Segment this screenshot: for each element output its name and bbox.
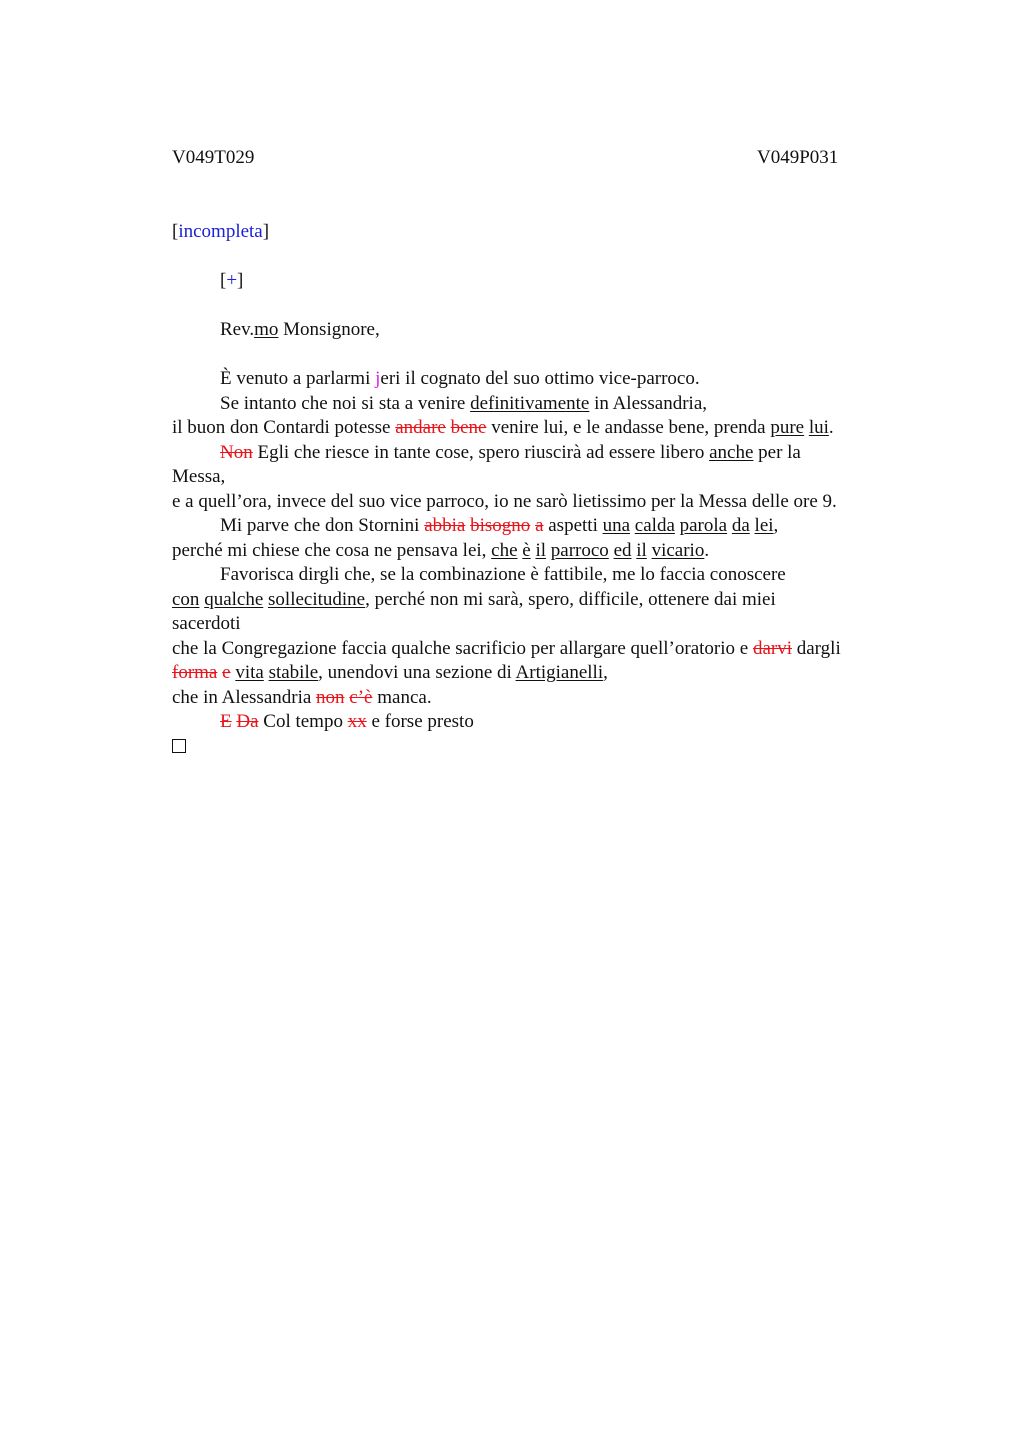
deleted-word: non (316, 686, 345, 708)
end-box-icon (172, 739, 186, 753)
pink-annotation: j (375, 368, 381, 389)
deleted-word: a (535, 515, 544, 536)
deleted-word: andare (395, 417, 446, 438)
paragraph-line-5: Messa, (172, 466, 226, 487)
letter-body (172, 220, 912, 759)
paragraph-line-4: Non Egli che riesce in tante cose, spero riuscirà ad essere libero anche per la (220, 441, 801, 463)
document-code-left: V049T029 (172, 147, 255, 168)
paragraph-line-10: con qualche sollecitudine, perché non mi sarà, spero, difficile, ottenere dai miei (172, 588, 776, 610)
paragraph-line-14: che in Alessandria non c’è manca. (172, 686, 432, 708)
paragraph-line-7: Mi parve che don Stornini abbia bisogno a aspetti una calda parola da lei, (220, 515, 779, 536)
status-line: [incompleta] (172, 221, 270, 242)
paragraph-line-2: Se intanto che noi si sta a venire definitivamente in Alessandria, (220, 392, 708, 414)
paragraph-line-6: e a quell’ora, invece del suo vice parroco, io ne sarò lietissimo per la Messa delle ore 9. (172, 490, 837, 512)
paragraph-line-1: È venuto a parlarmi jeri il cognato del suo ottimo vice-parroco. (220, 368, 700, 389)
paragraph-line-3: il buon don Contardi potesse andare bene venire lui, e le andasse bene, prenda pure lui. (172, 417, 834, 438)
deleted-word: darvi (752, 637, 792, 659)
deleted-word: forma (172, 662, 218, 683)
deleted-word: E (220, 711, 232, 732)
deleted-word: bisogno (470, 515, 531, 536)
paragraph-line-13: forma e vita stabile, unendovi una sezione di Artigianelli, (172, 662, 608, 683)
salutation: Rev.mo Monsignore, (220, 319, 380, 340)
cross-mark: + (226, 270, 238, 291)
deleted-word: xx (347, 711, 367, 732)
paragraph-line-8: perché mi chiese che cosa ne pensava lei, che è il parroco ed il vicario. (172, 539, 710, 561)
deleted-word: bene (450, 417, 487, 438)
paragraph-line-15: E Da Col tempo xx e forse presto (220, 711, 474, 732)
deleted-word: c’è (349, 686, 373, 708)
deleted-word: Non (220, 441, 253, 463)
cross-mark-line: [+] (220, 270, 244, 291)
status-incomplete-tag: incompleta (178, 221, 263, 242)
page-code-right: V049P031 (757, 147, 839, 168)
deleted-word: abbia (424, 515, 466, 536)
paragraph-line-12: che la Congregazione faccia qualche sacrificio per allargare quell’oratorio e darvi dargli (172, 637, 841, 659)
paragraph-line-11: sacerdoti (172, 613, 241, 634)
end-marker-line (172, 735, 912, 760)
deleted-word: Da (236, 711, 259, 732)
paragraph-line-9: Favorisca dirgli che, se la combinazione è fattibile, me lo faccia conoscere (220, 564, 786, 585)
deleted-word: e (222, 662, 231, 683)
